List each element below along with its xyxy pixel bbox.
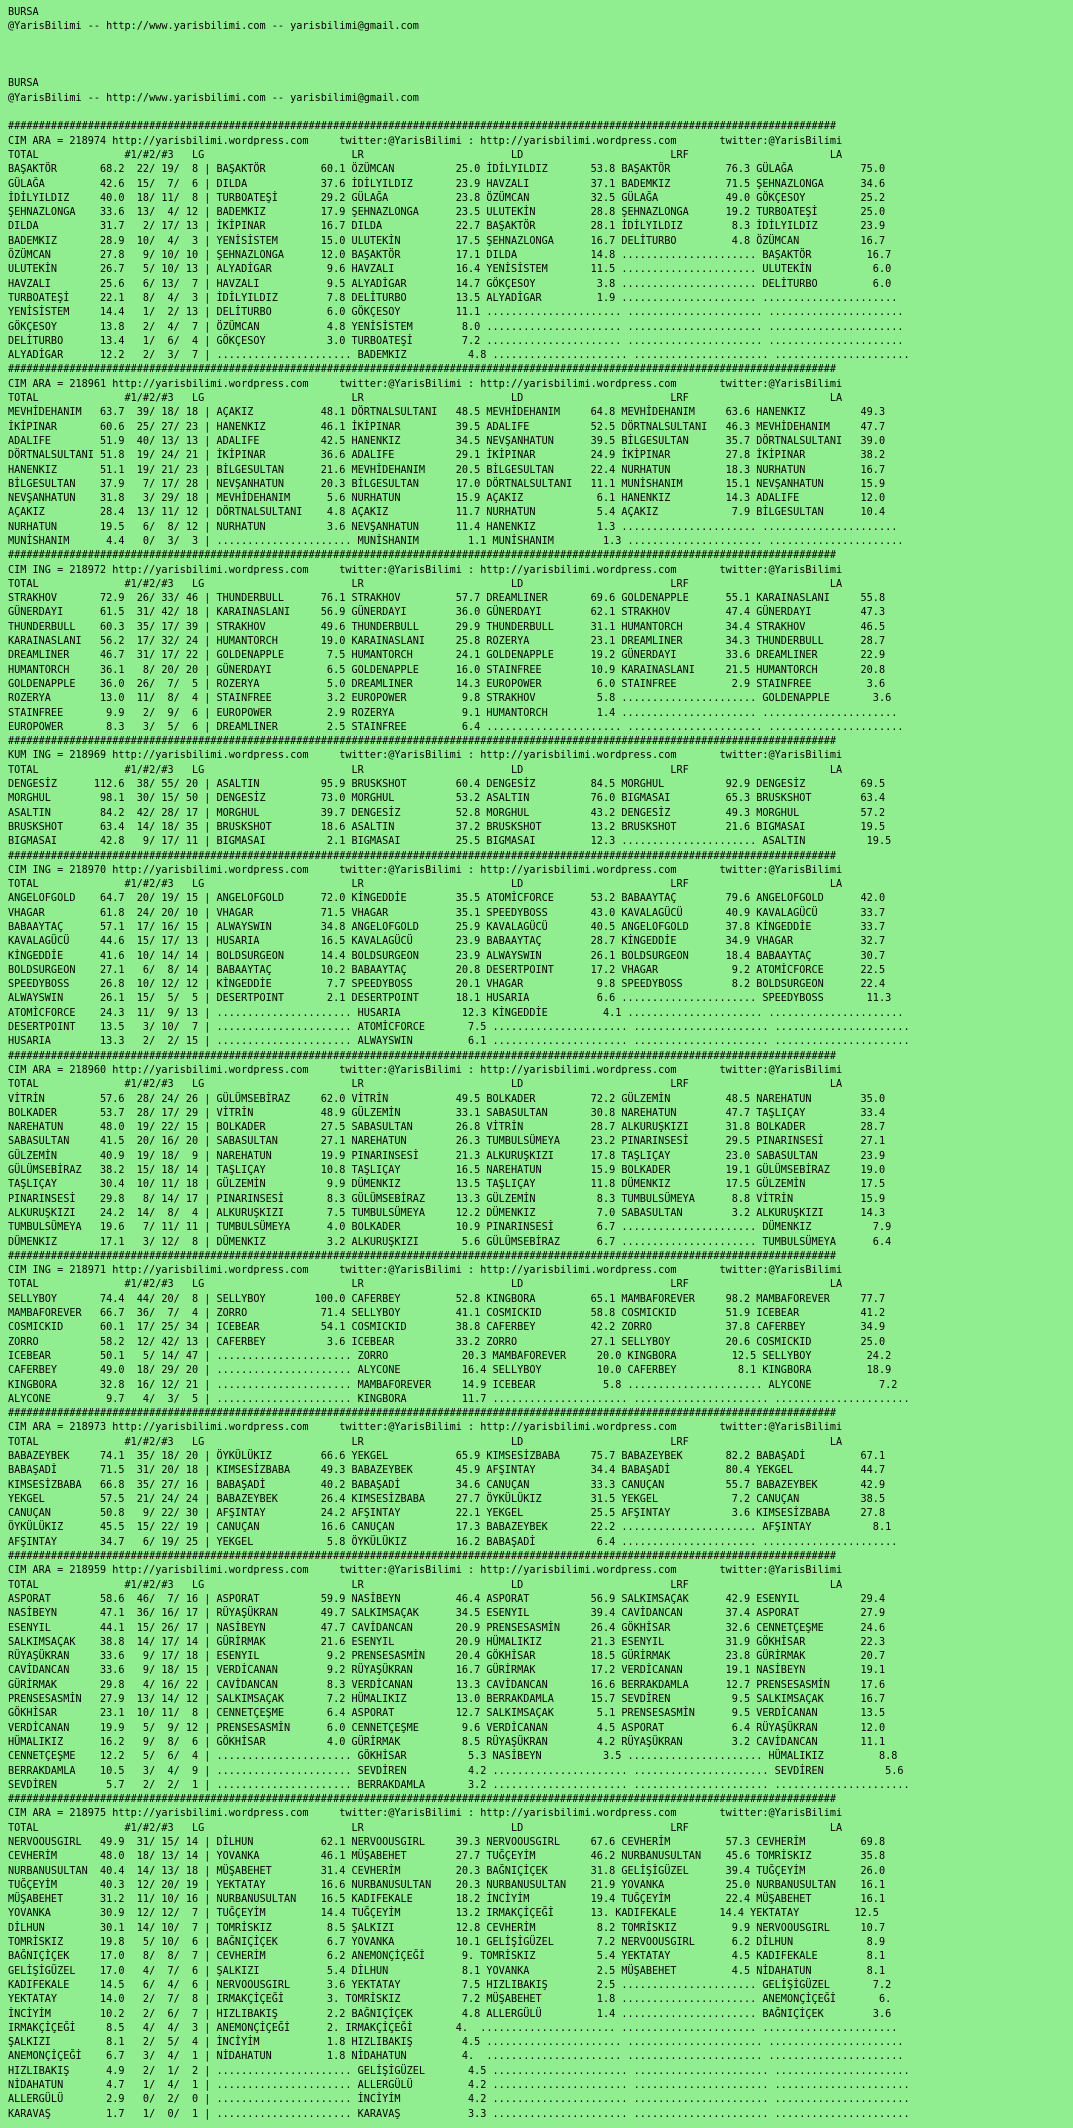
report-line: ULUTEKİN 26.7 5/ 10/ 13 | ALYADİGAR 9.6 HAVZALI 16.4 YENİSİSTEM 11.5 ...................... ULUTEKİN 6.0 [8,264,892,276]
report-line: TOTAL #1/#2/#3 LG LR LD LRF LA [8,879,843,891]
report-line: GÜLÜMSEBİRAZ 38.2 15/ 18/ 14 | TAŞLIÇAY 10.8 TAŞLIÇAY 16.5 NAREHATUN 15.9 BOLKADER 19.1 GÜLÜMSEBİRAZ 19.0 [8,1165,886,1177]
report-line: SEVDİREN 5.7 2/ 2/ 1 | ...................... BERRAKDAMLA 3.2 ...................... ...................... ...................... [8,1779,910,1791]
report-line: DÜMENKIZ 17.1 3/ 12/ 8 | DÜMENKIZ 3.2 ALKURUŞKIZI 5.6 GÜLÜMSEBİRAZ 6.7 ...................... TUMBULSÜMEYA 6.4 [8,1236,892,1248]
report-line: GELİŞİGÜZEL 17.0 4/ 7/ 6 | ŞALKIZI 5.4 DİLHUN 8.1 YOVANKA 2.5 MÜŞABEHET 4.5 NİDAHATUN 8.1 [8,1965,886,1977]
report-line: TOTAL #1/#2/#3 LG LR LD LRF LA [8,393,843,405]
report-line: PRENSESASMİN 27.9 13/ 14/ 12 | SALKIMSAÇAK 7.2 HÜMALIKIZ 13.0 BERRAKDAMLA 15.7 SEVDİREN 9.5 SALKIMSAÇAK 16.7 [8,1694,886,1706]
report-line: YEKTATAY 14.0 2/ 7/ 8 | IRMAKÇİÇEĞİ 3. TOMRİSKIZ 7.2 MÜŞABEHET 1.8 ...................... ANEMONÇİÇEĞİ 6. [8,1994,892,2006]
report-line: MORGHUL 98.1 30/ 15/ 50 | DENGESİZ 73.0 MORGHUL 53.2 ASALTIN 76.0 BIGMASAI 65.3 BRUSKSHOT 63.4 [8,793,886,805]
report-line: ASALTIN 84.2 42/ 28/ 17 | MORGHUL 39.7 DENGESİZ 52.8 MORGHUL 43.2 DENGESİZ 49.3 MORGHUL 57.2 [8,807,886,819]
report-line: TOTAL #1/#2/#3 LG LR LD LRF LA [8,764,843,776]
report-line: ANGELOFGOLD 64.7 20/ 19/ 15 | ANGELOFGOLD 72.0 KİNGEDDİE 35.5 ATOMİCFORCE 53.2 BABAAYTAÇ 79.6 ANGELOFGOLD 42.0 [8,893,886,905]
report-line: HIZLIBAKIŞ 4.9 2/ 1/ 2 | ...................... GELİŞİGÜZEL 4.5 ...................... ...................... ...................... [8,2065,910,2077]
report-line: KINGBORA 32.8 16/ 12/ 21 | ...................... MAMBAFOREVER 14.9 ICEBEAR 5.8 ...................... ALYCONE 7.2 [8,1379,898,1391]
report-line: BABAZEYBEK 74.1 35/ 18/ 20 | ÖYKÜLÜKIZ 66.6 YEKGEL 65.9 KIMSESİZBABA 75.7 BABAZEYBEK 82.2 BABAŞADİ 67.1 [8,1450,886,1462]
report-line: ROZERYA 13.0 11/ 8/ 4 | STAINFREE 3.2 EUROPOWER 9.8 STRAKHOV 5.8 ...................... GOLDENAPPLE 3.6 [8,693,892,705]
report-line: ZORRO 58.2 12/ 42/ 13 | CAFERBEY 3.6 ICEBEAR 33.2 ZORRO 27.1 SELLYBOY 20.6 COSMICKID 25.0 [8,1336,886,1348]
report-line: YENİSİSTEM 14.4 1/ 2/ 13 | DELİTURBO 6.0 GÖKÇESOY 11.1 ...................... ...................... ...................... [8,307,904,319]
report-line: ASPORAT 58.6 46/ 7/ 16 | ASPORAT 59.9 NASİBEYN 46.4 ASPORAT 56.9 SALKIMSAÇAK 42.9 ESENYIL 29.4 [8,1593,886,1605]
report-line: THUNDERBULL 60.3 35/ 17/ 39 | STRAKHOV 49.6 THUNDERBULL 29.9 THUNDERBULL 31.1 HUMANTORCH 34.4 STRAKHOV 46.5 [8,621,886,633]
report-line: TOTAL #1/#2/#3 LG LR LD LRF LA [8,578,843,590]
report-line: NİDAHATUN 4.7 1/ 4/ 1 | ...................... ALLERGÜLÜ 4.2 ...................... ...................... ...................... [8,2080,910,2092]
report-line: İNCİYİM 10.2 2/ 6/ 7 | HIZLIBAKIŞ 2.2 BAĞNIÇİÇEK 4.8 ALLERGÜLÜ 1.4 ...................... BAĞNIÇİÇEK 3.6 [8,2008,892,2020]
report-line: VİTRİN 57.6 28/ 24/ 26 | GÜLÜMSEBİRAZ 62.0 VİTRİN 49.5 BOLKADER 72.2 GÜLZEMİN 48.5 NAREHATUN 35.0 [8,1093,886,1105]
report-line: CIM ARA = 218974 http://yarisbilimi.wordpress.com twitter:@YarisBilimi : http://yarisbilimi.wordpress.com twitter:@YarisBilimi [8,135,843,147]
report-line: NASİBEYN 47.1 36/ 16/ 17 | RÜYAŞÜKRAN 49.7 SALKIMSAÇAK 34.5 ESENYIL 39.4 CAVİDANCAN 37.4 ASPORAT 27.9 [8,1608,886,1620]
report-line [8,106,1065,120]
report-line: GÖKÇESOY 13.8 2/ 4/ 7 | ÖZÜMCAN 4.8 YENİSİSTEM 8.0 ...................... ...................... ...................... [8,321,904,333]
report-line: İDİLYILDIZ 40.0 18/ 11/ 8 | TURBOATEŞİ 29.2 GÜLAĞA 23.8 ÖZÜMCAN 32.5 GÜLAĞA 49.0 GÖKÇESOY 25.2 [8,192,886,204]
report-line: ADALIFE 51.9 40/ 13/ 13 | ADALIFE 42.5 HANENKIZ 34.5 NEVŞANHATUN 39.5 BİLGESULTAN 35.7 DÖRTNALSULTANI 39.0 [8,435,886,447]
report-line: STAINFREE 9.9 2/ 9/ 6 | EUROPOWER 2.9 ROZERYA 9.1 HUMANTORCH 1.4 ...................... ...................... [8,707,898,719]
report-line: CIM ARA = 218959 http://yarisbilimi.wordpress.com twitter:@YarisBilimi : http://yarisbilimi.wordpress.com twitter:@YarisBilimi [8,1565,843,1577]
report-line: CENNETÇEŞME 12.2 5/ 6/ 4 | ...................... GÖKHİSAR 5.3 NASİBEYN 3.5 ...................... HÜMALIKIZ 8.8 [8,1751,898,1763]
report-line: ####################################################################################################################################### [8,1408,837,1420]
report-line: KAVALAGÜCÜ 44.6 15/ 17/ 13 | HUSARIA 16.5 KAVALAGÜCÜ 23.9 BABAAYTAÇ 28.7 KİNGEDDİE 34.9 VHAGAR 32.7 [8,936,886,948]
report-line: TOTAL #1/#2/#3 LG LR LD LRF LA [8,1079,843,1091]
report-line: CIM ING = 218970 http://yarisbilimi.wordpress.com twitter:@YarisBilimi : http://yarisbilimi.wordpress.com twitter:@YarisBilimi [8,864,843,876]
report-line: DILDA 31.7 2/ 17/ 13 | İKİPINAR 16.7 DILDA 22.7 BAŞAKTÖR 28.1 İDİLYILDIZ 8.3 İDİLYILDIZ 23.9 [8,221,886,233]
report-line: TOTAL #1/#2/#3 LG LR LD LRF LA [8,1279,843,1291]
report-line: NERVOOUSGIRL 49.9 31/ 15/ 14 | DİLHUN 62.1 NERVOOUSGIRL 39.3 NERVOOUSGIRL 67.6 CEVHERİM 57.3 CEVHERİM 69.8 [8,1837,886,1848]
report-line: GOLDENAPPLE 36.0 26/ 7/ 5 | ROZERYA 5.0 DREAMLINER 14.3 EUROPOWER 6.0 STAINFREE 2.9 STAINFREE 3.6 [8,678,886,690]
report-line: KIMSESİZBABA 66.8 35/ 27/ 16 | BABAŞADİ 40.2 BABAŞADİ 34.6 CANUÇAN 33.3 CANUÇAN 55.7 BABAZEYBEK 42.9 [8,1479,886,1491]
report-line [8,49,1065,63]
report-line: TOTAL #1/#2/#3 LG LR LD LRF LA [8,1822,843,1834]
report-line: ALWAYSWIN 26.1 15/ 5/ 5 | DESERTPOINT 2.1 DESERTPOINT 18.1 HUSARIA 6.6 ...................... SPEEDYBOSS 11.3 [8,993,892,1005]
report-line: KİNGEDDİE 41.6 10/ 14/ 14 | BOLDSURGEON 14.4 BOLDSURGEON 23.9 ALWAYSWIN 26.1 BOLDSURGEON 18.4 BABAAYTAÇ 30.7 [8,950,886,962]
report-line: ALLERGÜLÜ 2.9 0/ 2/ 0 | ...................... İNCİYİM 4.2 ...................... ...................... ...................... [8,2094,910,2106]
report-line: SPEEDYBOSS 26.8 10/ 12/ 12 | KİNGEDDİE 7.7 SPEEDYBOSS 20.1 VHAGAR 9.8 SPEEDYBOSS 8.2 BOLDSURGEON 22.4 [8,979,886,991]
report-line: CEVHERİM 48.0 18/ 13/ 14 | YOVANKA 46.1 MÜŞABEHET 27.7 TUĞÇEYİM 46.2 NURBANUSULTAN 45.6 TOMRİSKIZ 35.8 [8,1851,886,1863]
report-line: CIM ING = 218971 http://yarisbilimi.wordpress.com twitter:@YarisBilimi : http://yarisbilimi.wordpress.com twitter:@YarisBilimi [8,1265,843,1277]
report-line: CIM ARA = 218973 http://yarisbilimi.wordpress.com twitter:@YarisBilimi : http://yarisbilimi.wordpress.com twitter:@YarisBilimi [8,1422,843,1434]
report-line: TUĞÇEYİM 40.3 12/ 20/ 19 | YEKTATAY 16.6 NURBANUSULTAN 20.3 NURBANUSULTAN 21.9 YOVANKA 25.0 NURBANUSULTAN 16.1 [8,1879,886,1891]
report-line: BURSA [8,78,39,90]
report-line: RÜYAŞÜKRAN 33.6 9/ 17/ 18 | ESENYIL 9.2 PRENSESASMİN 20.4 GÖKHİSAR 18.5 GÜRİRMAK 23.8 GÜRİRMAK 20.7 [8,1651,886,1663]
report-line: TURBOATEŞİ 22.1 8/ 4/ 3 | İDİLYILDIZ 7.8 DELİTURBO 13.5 ALYADİGAR 1.9 ...................... ...................... [8,292,898,304]
report-line: BIGMASAI 42.8 9/ 17/ 11 | BIGMASAI 2.1 BIGMASAI 25.5 BIGMASAI 12.3 ...................... ASALTIN 19.5 [8,836,892,848]
report-line: BAŞAKTÖR 68.2 22/ 19/ 8 | BAŞAKTÖR 60.1 ÖZÜMCAN 25.0 İDİLYILDIZ 53.8 BAŞAKTÖR 76.3 GÜLAĞA 75.0 [8,164,886,176]
report-line: BİLGESULTAN 37.9 7/ 17/ 28 | NEVŞANHATUN 20.3 BİLGESULTAN 17.0 DÖRTNALSULTANI 11.1 MUNİSHANIM 15.1 NEVŞANHATUN 15.9 [8,478,886,490]
report-line: SELLYBOY 74.4 44/ 20/ 8 | SELLYBOY 100.0 CAFERBEY 52.8 KINGBORA 65.1 MAMBAFOREVER 98.2 MAMBAFOREVER 77.7 [8,1293,886,1305]
report-line: ALYCONE 9.7 4/ 3/ 5 | ...................... KINGBORA 11.7 ...................... ...................... ...................... [8,1393,910,1405]
report-line: ESENYIL 44.1 15/ 26/ 17 | NASİBEYN 47.7 CAVİDANCAN 20.9 PRENSESASMİN 26.4 GÖKHİSAR 32.6 CENNETÇEŞME 24.6 [8,1622,886,1634]
report-line: VHAGAR 61.8 24/ 20/ 10 | VHAGAR 71.5 VHAGAR 35.1 SPEEDYBOSS 43.0 KAVALAGÜCÜ 40.9 KAVALAGÜCÜ 33.7 [8,907,886,919]
report-line: ####################################################################################################################################### [8,1250,837,1262]
report-line: KARAINASLANI 56.2 17/ 32/ 24 | HUMANTORCH 19.0 KARAINASLANI 25.8 ROZERYA 23.1 DREAMLINER 34.3 THUNDERBULL 28.7 [8,636,886,648]
report-line: ####################################################################################################################################### [8,550,837,562]
report-line: VERDİCANAN 19.9 5/ 9/ 12 | PRENSESASMİN 6.0 CENNETÇEŞME 9.6 VERDİCANAN 4.5 ASPORAT 6.4 RÜYAŞÜKRAN 12.0 [8,1722,886,1734]
report-line: HAVZALI 25.6 6/ 13/ 7 | HAVZALI 9.5 ALYADİGAR 14.7 GÖKÇESOY 3.8 ...................... DELİTURBO 6.0 [8,278,892,290]
report-line: ####################################################################################################################################### [8,121,837,133]
report-line: YEKGEL 57.5 21/ 24/ 24 | BABAZEYBEK 26.4 KIMSESİZBABA 27.7 ÖYKÜLÜKIZ 31.5 YEKGEL 7.2 CANUÇAN 38.5 [8,1493,886,1505]
report-line: BABAAYTAÇ 57.1 17/ 16/ 15 | ALWAYSWIN 34.8 ANGELOFGOLD 25.9 KAVALAGÜCÜ 40.5 ANGELOFGOLD 37.8 KİNGEDDİE 33.7 [8,922,886,933]
report-line: CAVİDANCAN 33.6 9/ 18/ 15 | VERDİCANAN 9.2 RÜYAŞÜKRAN 16.7 GÜRİRMAK 17.2 VERDİCANAN 19.1 NASİBEYN 19.1 [8,1665,886,1677]
report-line: ŞALKIZI 8.1 2/ 5/ 4 | İNCİYİM 1.8 HIZLIBAKIŞ 4.5 ...................... ...................... ...................... [8,2037,904,2049]
report-line: CAFERBEY 49.0 18/ 29/ 20 | ...................... ALYCONE 16.4 SELLYBOY 10.0 CAFERBEY 8.1 KINGBORA 18.9 [8,1365,892,1377]
report-line: YOVANKA 30.9 12/ 12/ 7 | TUĞÇEYİM 14.4 TUĞÇEYİM 13.2 IRMAKÇİÇEĞİ 13. KADIFEKALE 14.4 YEKTATAY 12.5 [8,1908,879,1920]
report-line: @YarisBilimi -- http://www.yarisbilimi.com -- yarisbilimi@gmail.com [8,21,419,33]
report-line: DİLHUN 30.1 14/ 10/ 7 | TOMRİSKIZ 8.5 ŞALKIZI 12.8 CEVHERİM 8.2 TOMRİSKIZ 9.9 NERVOOUSGIRL 10.7 [8,1922,886,1934]
report-line: CIM ARA = 218960 http://yarisbilimi.wordpress.com twitter:@YarisBilimi : http://yarisbilimi.wordpress.com twitter:@YarisBilimi [8,1064,843,1076]
report-line: TOTAL #1/#2/#3 LG LR LD LRF LA [8,1579,843,1591]
report-line: ####################################################################################################################################### [8,850,837,862]
report-line: ATOMİCFORCE 24.3 11/ 9/ 13 | ...................... HUSARIA 12.3 KİNGEDDİE 4.1 ...................... ...................... [8,1007,904,1019]
report-line: ŞEHNAZLONGA 33.6 13/ 4/ 12 | BADEMKIZ 17.9 ŞEHNAZLONGA 23.5 ULUTEKİN 28.8 ŞEHNAZLONGA 19.2 TURBOATEŞİ 25.0 [8,207,886,219]
report-line: MÜŞABEHET 31.2 11/ 10/ 16 | NURBANUSULTAN 16.5 KADIFEKALE 18.2 İNCİYİM 19.4 TUĞÇEYİM 22.4 MÜŞABEHET 16.1 [8,1894,886,1906]
report-line: DELİTURBO 13.4 1/ 6/ 4 | GÖKÇESOY 3.0 TURBOATEŞİ 7.2 ...................... ...................... ...................... [8,335,904,347]
report-line: KARAVAŞ 1.7 1/ 0/ 1 | ...................... KARAVAŞ 3.3 ...................... ...................... ...................... [8,2108,910,2120]
report-line: CIM ING = 218972 http://yarisbilimi.wordpress.com twitter:@YarisBilimi : http://yarisbilimi.wordpress.com twitter:@YarisBilimi [8,564,843,576]
report-line: ALKURUŞKIZI 24.2 14/ 8/ 4 | ALKURUŞKIZI 7.5 TUMBULSÜMEYA 12.2 DÜMENKIZ 7.0 SABASULTAN 3.2 ALKURUŞKIZI 14.3 [8,1207,886,1219]
report-line: ÖZÜMCAN 27.8 9/ 10/ 10 | ŞEHNAZLONGA 12.0 BAŞAKTÖR 17.1 DILDA 14.8 ...................... BAŞAKTÖR 16.7 [8,250,892,262]
report-line [8,35,1065,49]
report-line: İKİPINAR 60.6 25/ 27/ 23 | HANENKIZ 46.1 İKİPINAR 39.5 ADALIFE 52.5 DÖRTNALSULTANI 46.3 MEVHİDEHANIM 47.7 [8,421,886,433]
report-line: GÜLZEMİN 40.9 19/ 18/ 9 | NAREHATUN 19.9 PINARINSESİ 21.3 ALKURUŞKIZI 17.8 TAŞLIÇAY 23.0 SABASULTAN 23.9 [8,1150,886,1162]
report-line: ####################################################################################################################################### [8,736,837,748]
report-line: BOLDSURGEON 27.1 6/ 8/ 14 | BABAAYTAÇ 10.2 BABAAYTAÇ 20.8 DESERTPOINT 17.2 VHAGAR 9.2 ATOMİCFORCE 22.5 [8,964,886,976]
report-line: MEVHİDEHANIM 63.7 39/ 18/ 18 | AÇAKIZ 48.1 DÖRTNALSULTANI 48.5 MEVHİDEHANIM 64.8 MEVHİDEHANIM 63.6 HANENKIZ 49.3 [8,407,886,419]
report-line: TUMBULSÜMEYA 19.6 7/ 11/ 11 | TUMBULSÜMEYA 4.0 BOLKADER 10.9 PINARINSESİ 6.7 ...................... DÜMENKIZ 7.9 [8,1222,892,1234]
report-line: TOTAL #1/#2/#3 LG LR LD LRF LA [8,1436,843,1448]
report-line: MAMBAFOREVER 66.7 36/ 7/ 4 | ZORRO 71.4 SELLYBOY 41.1 COSMICKID 58.8 COSMICKID 51.9 ICEBEAR 41.2 [8,1308,886,1320]
report-line: AFŞINTAY 34.7 6/ 19/ 25 | YEKGEL 5.8 ÖYKÜLÜKIZ 16.2 BABAŞADİ 6.4 ...................... ...................... [8,1536,898,1548]
report-line: HÜMALIKIZ 16.2 9/ 8/ 6 | GÖKHİSAR 4.0 GÜRİRMAK 8.5 RÜYAŞÜKRAN 4.2 RÜYAŞÜKRAN 3.2 CAVİDANCAN 11.1 [8,1736,886,1748]
report-line: KUM ING = 218969 http://yarisbilimi.wordpress.com twitter:@YarisBilimi : http://yarisbilimi.wordpress.com twitter:@YarisBilimi [8,750,843,762]
report-line: ÖYKÜLÜKIZ 45.5 15/ 22/ 19 | CANUÇAN 16.6 CANUÇAN 17.3 BABAZEYBEK 22.2 ...................... AFŞINTAY 8.1 [8,1522,892,1534]
report-line: BADEMKIZ 28.9 10/ 4/ 3 | YENİSİSTEM 15.0 ULUTEKİN 17.5 ŞEHNAZLONGA 16.7 DELİTURBO 4.8 ÖZÜMCAN 16.7 [8,235,886,247]
report-line: SABASULTAN 41.5 20/ 16/ 20 | SABASULTAN 27.1 NAREHATUN 26.3 TUMBULSÜMEYA 23.2 PINARINSESİ 29.5 PINARINSESİ 27.1 [8,1136,886,1148]
report-line: NURBANUSULTAN 40.4 14/ 13/ 18 | MÜŞABEHET 31.4 CEVHERİM 20.3 BAĞNIÇİÇEK 31.8 GELİŞİGÜZEL 39.4 TUĞÇEYİM 26.0 [8,1865,886,1877]
report-line: EUROPOWER 8.3 3/ 5/ 6 | DREAMLINER 2.5 STAINFREE 6.4 ...................... ...................... ...................... [8,721,904,733]
report-line: CIM ARA = 218961 http://yarisbilimi.wordpress.com twitter:@YarisBilimi : http://yarisbilimi.wordpress.com twitter:@YarisBilimi [8,378,843,390]
report-line: GÜLAĞA 42.6 15/ 7/ 6 | DILDA 37.6 İDİLYILDIZ 23.9 HAVZALI 37.1 BADEMKIZ 71.5 ŞEHNAZLONGA 34.6 [8,178,886,190]
report-line: ####################################################################################################################################### [8,1050,837,1062]
report-line: BAĞNIÇİÇEK 17.0 8/ 8/ 7 | CEVHERİM 6.2 ANEMONÇİÇEĞİ 9. TOMRİSKIZ 5.4 YEKTATAY 4.5 KADIFEKALE 8.1 [8,1951,886,1963]
report-line: TAŞLIÇAY 30.4 10/ 11/ 18 | GÜLZEMİN 9.9 DÜMENKIZ 13.5 TAŞLIÇAY 11.8 DÜMENKIZ 17.5 GÜLZEMİN 17.5 [8,1179,886,1191]
report-line: HUSARIA 13.3 2/ 2/ 15 | ...................... ALWAYSWIN 6.1 ...................... ...................... ...................... [8,1036,910,1048]
report-line: ALYADİGAR 12.2 2/ 3/ 7 | ...................... BADEMKIZ 4.8 ...................... ...................... ...................... [8,350,910,362]
report-line: HANENKIZ 51.1 19/ 21/ 23 | BİLGESULTAN 21.6 MEVHİDEHANIM 20.5 BİLGESULTAN 22.4 NURHATUN 18.3 NURHATUN 16.7 [8,464,886,476]
report-line: ####################################################################################################################################### [8,1551,837,1563]
report-line: NAREHATUN 48.0 19/ 22/ 15 | BOLKADER 27.5 SABASULTAN 26.8 VİTRİN 28.7 ALKURUŞKIZI 31.8 BOLKADER 28.7 [8,1122,886,1134]
report-line: SALKIMSAÇAK 38.8 14/ 17/ 14 | GÜRİRMAK 21.6 ESENYIL 20.9 HÜMALIKIZ 21.3 ESENYIL 31.9 GÖKHİSAR 22.3 [8,1636,886,1648]
report-line: BRUSKSHOT 63.4 14/ 18/ 35 | BRUSKSHOT 18.6 ASALTIN 37.2 BRUSKSHOT 13.2 BRUSKSHOT 21.6 BIGMASAI 19.5 [8,821,886,833]
report-line: DREAMLINER 46.7 31/ 17/ 22 | GOLDENAPPLE 7.5 HUMANTORCH 24.1 GOLDENAPPLE 19.2 GÜNERDAYI 33.6 DREAMLINER 22.9 [8,650,886,662]
report-line: DÖRTNALSULTANI 51.8 19/ 24/ 21 | İKİPINAR 36.6 ADALIFE 29.1 İKİPINAR 24.9 İKİPINAR 27.8 İKİPINAR 38.2 [8,450,886,462]
report-line: GÜNERDAYI 61.5 31/ 42/ 18 | KARAINASLANI 56.9 GÜNERDAYI 36.0 GÜNERDAYI 62.1 STRAKHOV 47.4 GÜNERDAYI 47.3 [8,607,886,619]
report-line: COSMICKID 60.1 17/ 25/ 34 | ICEBEAR 54.1 COSMICKID 38.8 CAFERBEY 42.2 ZORRO 37.8 CAFERBEY 34.9 [8,1322,886,1334]
report-line: DENGESİZ 112.6 38/ 55/ 20 | ASALTIN 95.9 BRUSKSHOT 60.4 DENGESİZ 84.5 MORGHUL 92.9 DENGESİZ 69.5 [8,779,886,791]
report-line: KADIFEKALE 14.5 6/ 4/ 6 | NERVOOUSGIRL 3.6 YEKTATAY 7.5 HIZLIBAKIŞ 2.5 ...................... GELİŞİGÜZEL 7.2 [8,1979,892,1991]
report-line: ####################################################################################################################################### [8,1794,837,1806]
report-line: GÖKHİSAR 23.1 10/ 11/ 8 | CENNETÇEŞME 6.4 ASPORAT 12.7 SALKIMSAÇAK 5.1 PRENSESASMİN 9.5 VERDİCANAN 13.5 [8,1708,886,1720]
report-line: CIM ARA = 218975 http://yarisbilimi.wordpress.com twitter:@YarisBilimi : http://yarisbilimi.wordpress.com twitter:@YarisBilimi [8,1808,843,1820]
report-line: MUNİSHANIM 4.4 0/ 3/ 3 | ...................... MUNİSHANIM 1.1 MUNİSHANIM 1.3 ...................... ...................... [8,535,904,547]
report-line: PINARINSESİ 29.8 8/ 14/ 17 | PINARINSESİ 8.3 GÜLÜMSEBİRAZ 13.3 GÜLZEMİN 8.3 TUMBULSÜMEYA 8.8 VİTRİN 15.9 [8,1193,886,1205]
report-line: BERRAKDAMLA 10.5 3/ 4/ 9 | ...................... SEVDİREN 4.2 ...................... ...................... SEVDİREN 5.6 [8,1765,904,1777]
report-line: @YarisBilimi -- http://www.yarisbilimi.com -- yarisbilimi@gmail.com [8,92,419,104]
report-line: DESERTPOINT 13.5 3/ 10/ 7 | ...................... ATOMİCFORCE 7.5 ...................... ...................... ...................... [8,1022,910,1034]
report-line: HUMANTORCH 36.1 8/ 20/ 20 | GÜNERDAYI 6.5 GOLDENAPPLE 16.0 STAINFREE 10.9 KARAINASLANI 21.5 HUMANTORCH 20.8 [8,664,886,676]
report-line [8,63,1065,77]
report-line: AÇAKIZ 28.4 13/ 11/ 12 | DÖRTNALSULTANI 4.8 AÇAKIZ 11.7 NURHATUN 5.4 AÇAKIZ 7.9 BİLGESULTAN 10.4 [8,507,886,519]
report-line: BOLKADER 53.7 28/ 17/ 29 | VİTRİN 48.9 GÜLZEMİN 33.1 SABASULTAN 30.8 NAREHATUN 47.7 TAŞLIÇAY 33.4 [8,1107,886,1119]
report-line: BURSA [8,7,39,18]
report-line: GÜRİRMAK 29.8 4/ 16/ 22 | CAVİDANCAN 8.3 VERDİCANAN 13.3 CAVİDANCAN 16.6 BERRAKDAMLA 12.7 PRENSESASMİN 17.6 [8,1679,886,1691]
report-line: TOMRİSKIZ 19.8 5/ 10/ 6 | BAĞNIÇİÇEK 6.7 YOVANKA 10.1 GELİŞİGÜZEL 7.2 NERVOOUSGIRL 6.2 DİLHUN 8.9 [8,1937,886,1949]
report-line: ANEMONÇİÇEĞİ 6.7 3/ 4/ 1 | NİDAHATUN 1.8 NİDAHATUN 4. ...................... ...................... ...................... [8,2051,904,2063]
report-line: IRMAKÇİÇEĞİ 8.5 4/ 4/ 3 | ANEMONÇİÇEĞİ 2. IRMAKÇİÇEĞİ 4. ...................... ...................... ...................... [8,2022,898,2034]
report-line: NEVŞANHATUN 31.8 3/ 29/ 18 | MEVHİDEHANIM 5.6 NURHATUN 15.9 AÇAKIZ 6.1 HANENKIZ 14.3 ADALIFE 12.0 [8,493,886,505]
report-line: STRAKHOV 72.9 26/ 33/ 46 | THUNDERBULL 76.1 STRAKHOV 57.7 DREAMLINER 69.6 GOLDENAPPLE 55.1 KARAINASLANI 55.8 [8,593,886,605]
report-line: CANUÇAN 50.8 9/ 22/ 30 | AFŞINTAY 24.2 AFŞINTAY 22.1 YEKGEL 25.5 AFŞINTAY 3.6 KIMSESİZBABA 27.8 [8,1508,886,1520]
report-line: ####################################################################################################################################### [8,364,837,376]
report-line: BABAŞADİ 71.5 31/ 20/ 18 | KIMSESİZBABA 49.3 BABAZEYBEK 45.9 AFŞINTAY 34.4 BABAŞADİ 80.4 YEKGEL 44.7 [8,1465,886,1477]
report-line: NURHATUN 19.5 6/ 8/ 12 | NURHATUN 3.6 NEVŞANHATUN 11.4 HANENKIZ 1.3 ...................... ...................... [8,521,898,533]
report-line: TOTAL #1/#2/#3 LG LR LD LRF LA [8,149,843,161]
report-line: ICEBEAR 50.1 5/ 14/ 47 | ...................... ZORRO 20.3 MAMBAFOREVER 20.0 KINGBORA 12.5 SELLYBOY 24.2 [8,1350,892,1362]
